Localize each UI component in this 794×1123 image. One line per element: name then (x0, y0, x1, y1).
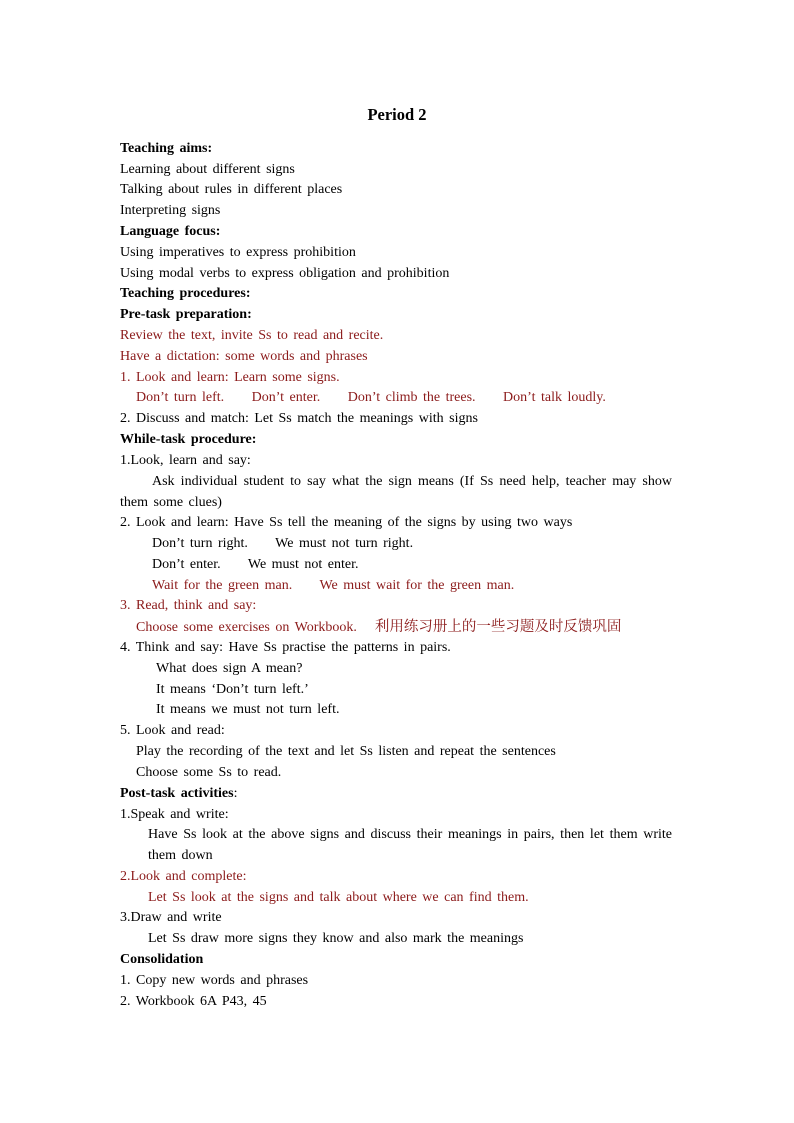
pattern-line: It means we must not turn left. (156, 702, 340, 717)
post-step-title: 2.Look and complete: (120, 869, 247, 884)
focus-item: Using modal verbs to express obligation and prohibition (120, 266, 450, 281)
consolidation-item: 2. Workbook 6A P43, 45 (120, 994, 267, 1009)
language-focus-heading: Language focus: (120, 224, 221, 239)
aim-item: Learning about different signs (120, 162, 295, 177)
teaching-procedures-heading: Teaching procedures: (120, 286, 251, 301)
while-step-body: Ask individual student to say what the sign means (If Ss need help, teacher may show them some clues) (120, 474, 672, 510)
pre-task-line: Review the text, invite Ss to read and recite. (120, 328, 384, 343)
post-step-title: 3.Draw and write (120, 910, 222, 925)
pattern-line: It means ‘Don’t turn left.’ (156, 682, 309, 697)
while-step-body (136, 617, 621, 638)
example-line: Don’t turn right. We must not turn right. (152, 536, 414, 551)
while-step-body: Choose some Ss to read. (136, 765, 282, 780)
post-task-heading (120, 784, 237, 804)
signs-examples: Don’t turn left. Don’t enter. Don’t climb the trees. Don’t talk loudly. (136, 390, 606, 405)
focus-item: Using imperatives to express prohibition (120, 245, 356, 260)
while-step-title: 5. Look and read: (120, 723, 225, 738)
while-step-title: 3. Read, think and say: (120, 598, 257, 613)
post-step-body: Let Ss look at the signs and talk about where we can find them. (148, 890, 529, 905)
while-step-body: Play the recording of the text and let Ss listen and repeat the sentences (136, 744, 556, 759)
post-step-body: Have Ss look at the above signs and discuss their meanings in pairs, then let them write them down (148, 827, 672, 863)
post-step-body: Let Ss draw more signs they know and also mark the meanings (148, 931, 524, 946)
example-line: Don’t enter. We must not enter. (152, 557, 359, 572)
aim-item: Interpreting signs (120, 203, 221, 218)
pre-task-line: 1. Look and learn: Learn some signs. (120, 370, 340, 385)
pre-task-line: Have a dictation: some words and phrases (120, 349, 368, 364)
chinese-note: 利用练习册上的一些习题及时反馈巩固 (374, 619, 622, 635)
aim-item: Talking about rules in different places (120, 182, 343, 197)
pre-task-line: 2. Discuss and match: Let Ss match the meanings with signs (120, 411, 478, 426)
post-step-title: 1.Speak and write: (120, 807, 229, 822)
example-line: Wait for the green man. We must wait for the green man. (152, 578, 515, 593)
post-task-colon: : (233, 786, 238, 801)
page-title: Period 2 (367, 105, 427, 124)
pre-task-heading: Pre-task preparation: (120, 307, 252, 322)
while-step-title: 4. Think and say: Have Ss practise the patterns in pairs. (120, 640, 451, 655)
while-step-title: 2. Look and learn: Have Ss tell the meaning of the signs by using two ways (120, 515, 573, 530)
while-task-heading: While-task procedure: (120, 432, 257, 447)
exercise-note: Choose some exercises on Workbook. (136, 620, 357, 635)
pattern-line: What does sign A mean? (156, 661, 303, 676)
consolidation-item: 1. Copy new words and phrases (120, 973, 309, 988)
post-task-heading-text: Post-task activities (120, 786, 234, 801)
while-step-title: 1.Look, learn and say: (120, 453, 251, 468)
teaching-aims-heading: Teaching aims: (120, 141, 213, 156)
consolidation-heading: Consolidation (120, 952, 204, 967)
